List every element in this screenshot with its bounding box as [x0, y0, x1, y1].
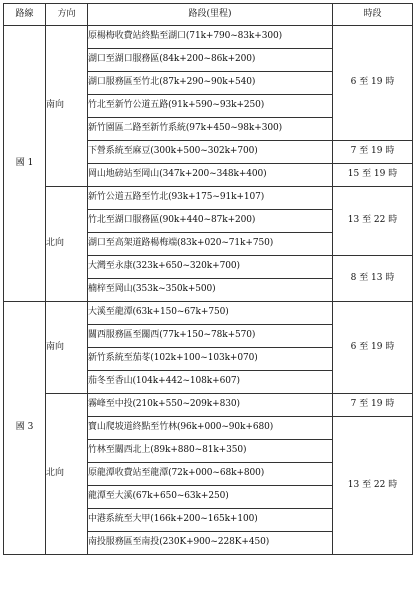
time-cell: 13 至 22 時: [333, 417, 413, 555]
segment-cell: 原龍潭收費站至龍潭(72k+000~68k+800): [88, 463, 333, 486]
direction-cell: 北向: [46, 187, 88, 302]
segment-cell: 湖口至高架道路楊梅端(83k+020~71k+750): [88, 233, 333, 256]
segment-cell: 岡山地磅站至岡山(347k+200~348k+400): [88, 164, 333, 187]
page-container: [3, 3, 413, 555]
segment-cell: 南投服務區至南投(230K+900~228K+450): [88, 532, 333, 555]
time-cell: 6 至 19 時: [333, 26, 413, 141]
segment-cell: 龍潭至大溪(67k+650~63k+250): [88, 486, 333, 509]
time-cell: 7 至 19 時: [333, 394, 413, 417]
time-cell: 15 至 19 時: [333, 164, 413, 187]
table-row: [4, 187, 413, 210]
direction-cell: 南向: [46, 302, 88, 394]
header-row: [4, 4, 413, 26]
road-cell: 國 1: [4, 26, 46, 302]
segment-cell: 中港系統至大甲(166k+200~165k+100): [88, 509, 333, 532]
segment-cell: 大溪至龍潭(63k+150~67k+750): [88, 302, 333, 325]
segment-cell: 竹北至湖口服務區(90k+440~87k+200): [88, 210, 333, 233]
road-cell: 國 3: [4, 302, 46, 555]
header-time: 時段: [333, 4, 413, 26]
header-segment: 路段(里程): [88, 4, 333, 26]
table-row: [4, 302, 413, 325]
segment-cell: 大灣至永康(323k+650~320k+700): [88, 256, 333, 279]
segment-cell: 原楊梅收費站終點至湖口(71k+790~83k+300): [88, 26, 333, 49]
segment-cell: 關西服務區至關西(77k+150~78k+570): [88, 325, 333, 348]
direction-cell: 南向: [46, 26, 88, 187]
segment-cell: 寶山爬坡道終點至竹林(96k+000~90k+680): [88, 417, 333, 440]
table-row: [4, 394, 413, 417]
header-road: 路線: [4, 4, 46, 26]
segment-cell: 霧峰至中投(210k+550~209k+830): [88, 394, 333, 417]
direction-cell: 北向: [46, 394, 88, 555]
time-cell: 6 至 19 時: [333, 302, 413, 394]
table-row: [4, 26, 413, 49]
segment-cell: 湖口至湖口服務區(84k+200~86k+200): [88, 49, 333, 72]
segment-cell: 竹北至新竹公道五路(91k+590~93k+250): [88, 95, 333, 118]
segment-cell: 湖口服務區至竹北(87k+290~90k+540): [88, 72, 333, 95]
segment-cell: 新竹系統至茄苳(102k+100~103k+070): [88, 348, 333, 371]
time-cell: 7 至 19 時: [333, 141, 413, 164]
table-body: [4, 26, 413, 555]
segment-cell: 新竹公道五路至竹北(93k+175~91k+107): [88, 187, 333, 210]
segment-cell: 新竹園區二路至新竹系統(97k+450~98k+300): [88, 118, 333, 141]
segment-cell: 竹林至關西北上(89k+880~81k+350): [88, 440, 333, 463]
segment-cell: 下營系統至麻豆(300k+500~302k+700): [88, 141, 333, 164]
time-cell: 8 至 13 時: [333, 256, 413, 302]
segment-cell: 楠梓至岡山(353k~350k+500): [88, 279, 333, 302]
time-cell: 13 至 22 時: [333, 187, 413, 256]
header-direction: 方向: [46, 4, 88, 26]
lane-schedule-table: [3, 3, 413, 555]
segment-cell: 茄冬至香山(104k+442~108k+607): [88, 371, 333, 394]
